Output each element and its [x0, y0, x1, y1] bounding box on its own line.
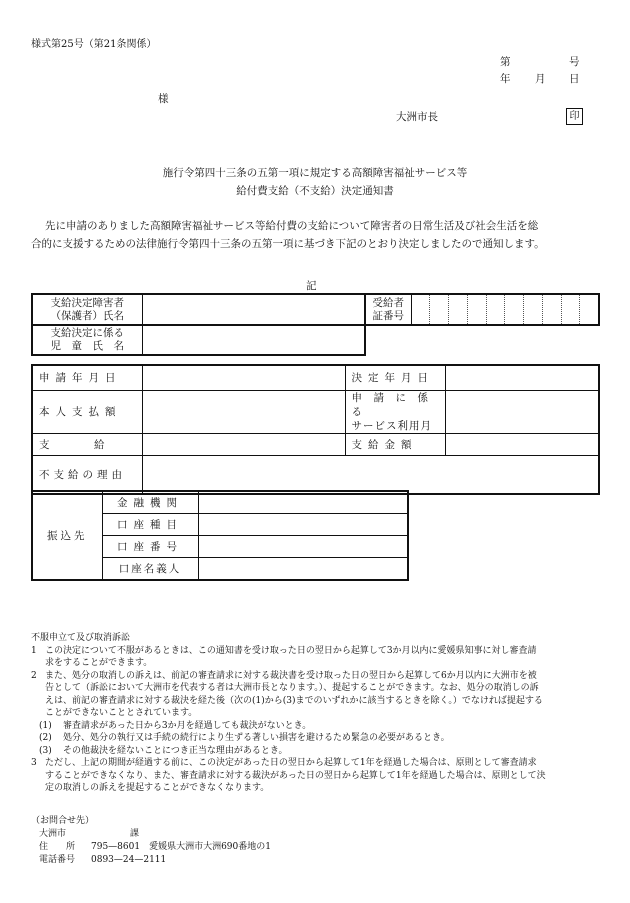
issuer: 大洲市長 [396, 111, 438, 123]
decided-person-value[interactable] [142, 294, 365, 325]
decision-table [31, 364, 600, 495]
apply-date-value[interactable] [142, 365, 345, 390]
ki-mark: 記 [306, 280, 317, 292]
number-suffix: 号 [569, 56, 580, 68]
recipient-no-boxes[interactable] [411, 294, 599, 325]
payment-amount-value[interactable] [445, 433, 599, 455]
child-name-label: 支給決定に係る 児 童 氏 名 [32, 325, 142, 355]
decided-person-label: 支給決定障害者 （保護者）氏名 [32, 294, 142, 325]
contact-section: 課 [130, 829, 140, 839]
transfer-label: 振込先 [32, 491, 102, 580]
account-type-label: 口座種目 [102, 513, 198, 535]
account-name-value[interactable] [198, 558, 408, 580]
refusal-reason-value[interactable] [142, 455, 599, 494]
contact-heading: （お問合せ先） [31, 816, 95, 826]
intro-line-1: 先に申請のありました高額障害福祉サービス等給付費の支給について障害者の日常生活及び社会生活を総 [45, 220, 539, 232]
phone-value: 0893—24—2111 [91, 855, 167, 865]
self-payment-label: 本人支払額 [32, 390, 142, 433]
decision-date-value[interactable] [445, 365, 599, 390]
account-no-label: 口座番号 [102, 536, 198, 558]
service-month-value[interactable] [445, 390, 599, 433]
service-month-label: 申 請 に 係 る サービス利用月 [345, 390, 445, 433]
title-line-2: 給付費支給（不支給）決定通知書 [236, 185, 394, 197]
payment-amount-label: 支給金額 [345, 433, 445, 455]
date-year: 年 [500, 73, 511, 85]
transfer-table [31, 490, 409, 581]
recipient-no-label: 受給者 証番号 [365, 294, 411, 325]
phone-label: 電話番号 [39, 855, 76, 865]
payment-label: 支 給 [32, 433, 142, 455]
decision-date-label: 決定年月日 [345, 365, 445, 390]
bank-label: 金融機関 [102, 491, 198, 513]
addressee-suffix: 様 [158, 93, 169, 105]
payment-value[interactable] [142, 433, 345, 455]
self-payment-value[interactable] [142, 390, 345, 433]
intro-line-2: 合的に支援するための法律施行令第四十三条の五第一項に基づき下記のとおり決定しましたので通知します。 [31, 238, 545, 250]
recipient-table [31, 293, 600, 356]
account-name-label: 口座名義人 [102, 558, 198, 580]
contact-office: 大洲市 [39, 829, 67, 839]
account-no-value[interactable] [198, 536, 408, 558]
refusal-reason-label: 不支給の理由 [32, 455, 142, 494]
notes-heading: 不服申立て及び取消訴訟 [31, 633, 131, 643]
account-type-value[interactable] [198, 513, 408, 535]
date-day: 日 [569, 73, 580, 85]
apply-date-label: 申請年月日 [32, 365, 142, 390]
address-label: 住 所 [39, 842, 76, 852]
date-month: 月 [535, 73, 546, 85]
title-line-1: 施行令第四十三条の五第一項に規定する高額障害福祉サービス等 [162, 167, 468, 179]
child-name-value[interactable] [142, 325, 365, 355]
appeal-notes: 不服申立て及び取消訴訟 1 この決定について不服があるときは、この通知書を受け取った日の翌日から起算して3か月以内に愛媛県知事に対し審査請 求をすることができます。 2 また、処分の取消しの訴えは、前記の審査請求に対する裁決書を受け取った日の翌日から起算して6か月以内に大洲市を被 告として（訴訟において大洲市を代表する者は大洲市長となります。）、提起することができます。なお、処分の取消しの訴 えは、前記の審査請求に対する裁決を経た後（次の(1)から(3)までのいずれかに該当するときを除く。）でなければ提起する ことができないこととされています。 (1) 審査請求があった日から3か月を経過しても裁決がないとき。 (2) 処分、処分の執行又は手続の続行により生ずる著しい損害を避けるため緊急の必要があるとき。 (3) その他裁決を経ないことにつき正当な理由があるとき。 3 ただし、上記の期間が経過する前に、この決定があった日の翌日から起算して1年を経過した場合は、原則として審査請求 することができなくなり、また、審査請求に対する裁決があった日の翌日から起算して1年を経過した場合は、原則として決 定の取消しの訴えを提起することができなくなります。 [31, 633, 546, 793]
address-value: 795—8601 愛媛県大洲市大洲690番地の1 [91, 842, 271, 852]
number-prefix: 第 [500, 56, 511, 68]
contact-block [31, 815, 271, 867]
bank-value[interactable] [198, 491, 408, 513]
seal-mark: 印 [566, 108, 583, 125]
form-number: 様式第25号（第21条関係） [31, 39, 157, 50]
